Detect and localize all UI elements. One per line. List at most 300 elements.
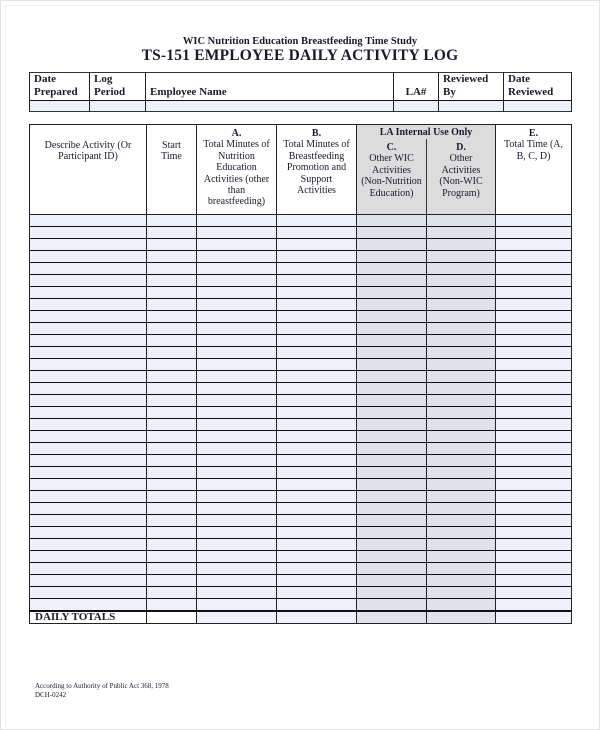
log-row (30, 407, 572, 419)
total-c-field[interactable] (357, 611, 427, 624)
minutes-d-field[interactable] (427, 395, 496, 407)
reviewed-by-field[interactable] (439, 101, 504, 112)
minutes-a-field[interactable] (197, 347, 277, 359)
log-row (30, 455, 572, 467)
total-e-field[interactable] (496, 587, 572, 599)
start-time-field[interactable] (147, 515, 197, 527)
minutes-b-field[interactable] (277, 227, 357, 239)
column-c-header: C. Other WIC Activities (Non-Nutrition Education) (357, 139, 427, 215)
minutes-d-field[interactable] (427, 539, 496, 551)
total-e-field[interactable] (496, 323, 572, 335)
start-time-field[interactable] (147, 311, 197, 323)
total-e-field[interactable] (496, 263, 572, 275)
minutes-c-field[interactable] (357, 431, 427, 443)
activity-field[interactable] (30, 503, 147, 515)
activity-field[interactable] (30, 371, 147, 383)
log-row (30, 527, 572, 539)
minutes-c-field[interactable] (357, 503, 427, 515)
minutes-a-field[interactable] (197, 263, 277, 275)
minutes-b-field[interactable] (277, 539, 357, 551)
total-e-field[interactable] (496, 239, 572, 251)
start-time-field[interactable] (147, 575, 197, 587)
activity-field[interactable] (30, 239, 147, 251)
log-row (30, 419, 572, 431)
log-row (30, 395, 572, 407)
footer (35, 682, 169, 699)
activity-field[interactable] (30, 527, 147, 539)
minutes-d-field[interactable] (427, 251, 496, 263)
log-row (30, 431, 572, 443)
minutes-b-field[interactable] (277, 335, 357, 347)
total-e-field[interactable] (496, 551, 572, 563)
start-time-field[interactable] (147, 383, 197, 395)
start-time-field[interactable] (147, 287, 197, 299)
minutes-b-field[interactable] (277, 527, 357, 539)
log-row (30, 371, 572, 383)
total-e-field[interactable] (496, 371, 572, 383)
start-time-field[interactable] (147, 395, 197, 407)
minutes-c-field[interactable] (357, 527, 427, 539)
total-e-field[interactable] (496, 311, 572, 323)
minutes-a-field[interactable] (197, 299, 277, 311)
minutes-a-field[interactable] (197, 515, 277, 527)
minutes-b-field[interactable] (277, 503, 357, 515)
minutes-d-field[interactable] (427, 299, 496, 311)
column-b-header: B. Total Minutes of Breastfeeding Promotion and Support Activities (277, 125, 357, 215)
date-prepared-field[interactable] (30, 101, 90, 112)
info-input-row (30, 101, 572, 112)
activity-field[interactable] (30, 299, 147, 311)
log-row (30, 443, 572, 455)
activity-field[interactable] (30, 263, 147, 275)
minutes-b-field[interactable] (277, 491, 357, 503)
log-row (30, 299, 572, 311)
minutes-a-field[interactable] (197, 443, 277, 455)
minutes-a-field[interactable] (197, 215, 277, 227)
minutes-d-field[interactable] (427, 275, 496, 287)
minutes-b-field[interactable] (277, 479, 357, 491)
minutes-a-field[interactable] (197, 359, 277, 371)
log-row (30, 359, 572, 371)
start-time-field[interactable] (147, 479, 197, 491)
activity-field[interactable] (30, 587, 147, 599)
minutes-a-field[interactable] (197, 335, 277, 347)
minutes-d-field[interactable] (427, 431, 496, 443)
minutes-d-field[interactable] (427, 287, 496, 299)
minutes-d-field[interactable] (427, 491, 496, 503)
start-time-field[interactable] (147, 431, 197, 443)
start-time-field[interactable] (147, 323, 197, 335)
log-row (30, 575, 572, 587)
minutes-b-field[interactable] (277, 311, 357, 323)
minutes-b-field[interactable] (277, 455, 357, 467)
total-e-field[interactable] (496, 515, 572, 527)
minutes-b-field[interactable] (277, 599, 357, 612)
column-d-header: D. Other Activities (Non-WIC Program) (427, 139, 496, 215)
reviewed-by-header: Reviewed By (439, 73, 504, 101)
log-row (30, 251, 572, 263)
total-e-field[interactable] (496, 431, 572, 443)
minutes-c-field[interactable] (357, 251, 427, 263)
column-a-header: A. Total Minutes of Nutrition Education Activities (other than breastfeeding) (197, 125, 277, 215)
total-d-field[interactable] (427, 611, 496, 624)
start-time-field[interactable] (147, 419, 197, 431)
minutes-c-field[interactable] (357, 467, 427, 479)
total-e-field[interactable] (496, 479, 572, 491)
minutes-a-field[interactable] (197, 371, 277, 383)
minutes-d-field[interactable] (427, 503, 496, 515)
total-e-field[interactable] (496, 467, 572, 479)
start-time-field[interactable] (147, 371, 197, 383)
la-number-field[interactable] (394, 101, 439, 112)
minutes-d-field[interactable] (427, 311, 496, 323)
activity-field[interactable] (30, 335, 147, 347)
totals-start-time-cell (147, 611, 197, 624)
employee-info-table (29, 72, 572, 112)
log-period-header: Log Period (90, 73, 146, 101)
minutes-d-field[interactable] (427, 383, 496, 395)
minutes-c-field[interactable] (357, 227, 427, 239)
daily-totals-label: DAILY TOTALS (30, 611, 147, 624)
minutes-d-field[interactable] (427, 563, 496, 575)
minutes-a-field[interactable] (197, 467, 277, 479)
minutes-c-field[interactable] (357, 239, 427, 251)
start-time-field[interactable] (147, 455, 197, 467)
total-e-field[interactable] (496, 503, 572, 515)
start-time-field[interactable] (147, 587, 197, 599)
minutes-d-field[interactable] (427, 347, 496, 359)
start-time-field[interactable] (147, 467, 197, 479)
total-e-field[interactable] (496, 335, 572, 347)
minutes-c-field[interactable] (357, 491, 427, 503)
minutes-d-field[interactable] (427, 227, 496, 239)
employee-name-header: Employee Name (146, 73, 394, 101)
minutes-c-field[interactable] (357, 443, 427, 455)
total-e-field[interactable] (496, 575, 572, 587)
activity-field[interactable] (30, 275, 147, 287)
minutes-c-field[interactable] (357, 335, 427, 347)
total-a-field[interactable] (197, 611, 277, 624)
start-time-field[interactable] (147, 539, 197, 551)
start-time-field[interactable] (147, 491, 197, 503)
activity-field[interactable] (30, 515, 147, 527)
start-time-field[interactable] (147, 563, 197, 575)
minutes-a-field[interactable] (197, 407, 277, 419)
minutes-a-field[interactable] (197, 227, 277, 239)
total-b-field[interactable] (277, 611, 357, 624)
log-row (30, 263, 572, 275)
minutes-d-field[interactable] (427, 515, 496, 527)
start-time-field[interactable] (147, 215, 197, 227)
log-row (30, 587, 572, 599)
minutes-c-field[interactable] (357, 575, 427, 587)
minutes-d-field[interactable] (427, 599, 496, 612)
minutes-c-field[interactable] (357, 323, 427, 335)
minutes-b-field[interactable] (277, 563, 357, 575)
total-e-field[interactable] (496, 299, 572, 311)
start-time-field[interactable] (147, 599, 197, 612)
activity-field[interactable] (30, 323, 147, 335)
log-row (30, 467, 572, 479)
minutes-c-field[interactable] (357, 515, 427, 527)
activity-field[interactable] (30, 443, 147, 455)
log-header-row (30, 125, 572, 140)
activity-field[interactable] (30, 407, 147, 419)
daily-totals-row (30, 611, 572, 624)
start-time-field[interactable] (147, 275, 197, 287)
minutes-c-field[interactable] (357, 539, 427, 551)
minutes-c-field[interactable] (357, 299, 427, 311)
total-e-field[interactable] (496, 275, 572, 287)
minutes-c-field[interactable] (357, 407, 427, 419)
minutes-a-field[interactable] (197, 575, 277, 587)
minutes-a-field[interactable] (197, 491, 277, 503)
log-row (30, 539, 572, 551)
minutes-b-field[interactable] (277, 323, 357, 335)
start-time-field[interactable] (147, 251, 197, 263)
log-row (30, 491, 572, 503)
total-e-field[interactable] (496, 599, 572, 612)
minutes-c-field[interactable] (357, 275, 427, 287)
start-time-field[interactable] (147, 359, 197, 371)
total-e-field[interactable] (496, 539, 572, 551)
total-e-field[interactable] (496, 359, 572, 371)
minutes-a-field[interactable] (197, 419, 277, 431)
minutes-a-field[interactable] (197, 431, 277, 443)
log-row (30, 551, 572, 563)
minutes-b-field[interactable] (277, 251, 357, 263)
minutes-c-field[interactable] (357, 551, 427, 563)
minutes-a-field[interactable] (197, 503, 277, 515)
minutes-d-field[interactable] (427, 359, 496, 371)
minutes-a-field[interactable] (197, 563, 277, 575)
info-header-row (30, 73, 572, 101)
total-e-field[interactable] (496, 251, 572, 263)
minutes-d-field[interactable] (427, 407, 496, 419)
minutes-b-field[interactable] (277, 443, 357, 455)
total-e-field[interactable] (496, 215, 572, 227)
activity-field[interactable] (30, 311, 147, 323)
activity-field[interactable] (30, 563, 147, 575)
activity-field[interactable] (30, 539, 147, 551)
minutes-b-field[interactable] (277, 347, 357, 359)
form-subtitle: WIC Nutrition Education Breastfeeding Time Study (182, 36, 418, 47)
minutes-c-field[interactable] (357, 383, 427, 395)
total-e-field[interactable] (496, 395, 572, 407)
minutes-a-field[interactable] (197, 539, 277, 551)
date-reviewed-field[interactable] (504, 101, 572, 112)
minutes-d-field[interactable] (427, 443, 496, 455)
total-e-field[interactable] (496, 347, 572, 359)
minutes-a-field[interactable] (197, 287, 277, 299)
activity-field[interactable] (30, 599, 147, 612)
minutes-a-field[interactable] (197, 251, 277, 263)
total-e-field[interactable] (496, 287, 572, 299)
minutes-c-field[interactable] (357, 455, 427, 467)
total-e-field[interactable] (496, 491, 572, 503)
minutes-d-field[interactable] (427, 479, 496, 491)
total-e-field[interactable] (496, 527, 572, 539)
minutes-c-field[interactable] (357, 599, 427, 612)
minutes-c-field[interactable] (357, 395, 427, 407)
activity-field[interactable] (30, 287, 147, 299)
activity-field[interactable] (30, 395, 147, 407)
log-row (30, 347, 572, 359)
start-time-field[interactable] (147, 239, 197, 251)
activity-field[interactable] (30, 359, 147, 371)
log-row (30, 323, 572, 335)
minutes-b-field[interactable] (277, 263, 357, 275)
log-row (30, 599, 572, 612)
activity-field[interactable] (30, 227, 147, 239)
minutes-b-field[interactable] (277, 359, 357, 371)
minutes-b-field[interactable] (277, 551, 357, 563)
employee-name-field[interactable] (146, 101, 394, 112)
minutes-b-field[interactable] (277, 575, 357, 587)
minutes-b-field[interactable] (277, 395, 357, 407)
minutes-c-field[interactable] (357, 263, 427, 275)
minutes-c-field[interactable] (357, 479, 427, 491)
start-time-header: Start Time (147, 125, 197, 215)
minutes-d-field[interactable] (427, 455, 496, 467)
activity-field[interactable] (30, 479, 147, 491)
activity-field[interactable] (30, 575, 147, 587)
minutes-b-field[interactable] (277, 431, 357, 443)
start-time-field[interactable] (147, 443, 197, 455)
total-e-field[interactable] (496, 563, 572, 575)
minutes-a-field[interactable] (197, 599, 277, 612)
minutes-b-field[interactable] (277, 467, 357, 479)
total-e-field[interactable] (496, 443, 572, 455)
minutes-a-field[interactable] (197, 395, 277, 407)
minutes-a-field[interactable] (197, 275, 277, 287)
log-period-field[interactable] (90, 101, 146, 112)
start-time-field[interactable] (147, 551, 197, 563)
minutes-d-field[interactable] (427, 527, 496, 539)
minutes-d-field[interactable] (427, 215, 496, 227)
minutes-c-field[interactable] (357, 287, 427, 299)
form-title: TS-151 EMPLOYEE DAILY ACTIVITY LOG (141, 47, 459, 64)
minutes-b-field[interactable] (277, 215, 357, 227)
log-row (30, 479, 572, 491)
minutes-b-field[interactable] (277, 287, 357, 299)
minutes-b-field[interactable] (277, 587, 357, 599)
start-time-field[interactable] (147, 299, 197, 311)
log-row (30, 383, 572, 395)
log-row (30, 275, 572, 287)
date-reviewed-header: Date Reviewed (504, 73, 572, 101)
minutes-a-field[interactable] (197, 479, 277, 491)
minutes-b-field[interactable] (277, 407, 357, 419)
minutes-c-field[interactable] (357, 215, 427, 227)
minutes-b-field[interactable] (277, 515, 357, 527)
log-row (30, 311, 572, 323)
start-time-field[interactable] (147, 335, 197, 347)
minutes-c-field[interactable] (357, 563, 427, 575)
total-e-field[interactable] (496, 227, 572, 239)
la-number-header: LA# (394, 73, 439, 101)
log-body (30, 215, 572, 612)
log-row (30, 227, 572, 239)
minutes-d-field[interactable] (427, 323, 496, 335)
start-time-field[interactable] (147, 347, 197, 359)
authority-text: According to Authority of Public Act 368, 1978 (35, 682, 169, 690)
activity-field[interactable] (30, 383, 147, 395)
minutes-a-field[interactable] (197, 527, 277, 539)
start-time-field[interactable] (147, 407, 197, 419)
minutes-c-field[interactable] (357, 371, 427, 383)
total-e-field[interactable] (496, 407, 572, 419)
activity-field[interactable] (30, 467, 147, 479)
activity-field[interactable] (30, 551, 147, 563)
start-time-field[interactable] (147, 503, 197, 515)
minutes-a-field[interactable] (197, 455, 277, 467)
la-internal-use-header: LA Internal Use Only (357, 125, 496, 140)
activity-field[interactable] (30, 347, 147, 359)
total-e-field[interactable] (496, 455, 572, 467)
describe-activity-header: Describe Activity (Or Participant ID) (30, 125, 147, 215)
minutes-a-field[interactable] (197, 551, 277, 563)
minutes-b-field[interactable] (277, 239, 357, 251)
activity-field[interactable] (30, 491, 147, 503)
activity-field[interactable] (30, 251, 147, 263)
minutes-c-field[interactable] (357, 311, 427, 323)
minutes-b-field[interactable] (277, 299, 357, 311)
start-time-field[interactable] (147, 527, 197, 539)
activity-field[interactable] (30, 431, 147, 443)
activity-field[interactable] (30, 455, 147, 467)
start-time-field[interactable] (147, 263, 197, 275)
minutes-b-field[interactable] (277, 419, 357, 431)
minutes-a-field[interactable] (197, 323, 277, 335)
minutes-d-field[interactable] (427, 239, 496, 251)
log-row (30, 239, 572, 251)
log-row (30, 503, 572, 515)
total-e-field[interactable] (496, 611, 572, 624)
minutes-a-field[interactable] (197, 311, 277, 323)
minutes-b-field[interactable] (277, 275, 357, 287)
minutes-d-field[interactable] (427, 587, 496, 599)
minutes-d-field[interactable] (427, 371, 496, 383)
minutes-a-field[interactable] (197, 587, 277, 599)
log-row (30, 515, 572, 527)
log-row (30, 335, 572, 347)
minutes-c-field[interactable] (357, 347, 427, 359)
activity-field[interactable] (30, 215, 147, 227)
minutes-d-field[interactable] (427, 335, 496, 347)
total-e-field[interactable] (496, 383, 572, 395)
minutes-b-field[interactable] (277, 371, 357, 383)
minutes-d-field[interactable] (427, 575, 496, 587)
minutes-a-field[interactable] (197, 383, 277, 395)
minutes-d-field[interactable] (427, 467, 496, 479)
date-prepared-header: Date Prepared (30, 73, 90, 101)
minutes-d-field[interactable] (427, 551, 496, 563)
minutes-d-field[interactable] (427, 263, 496, 275)
log-row (30, 563, 572, 575)
activity-field[interactable] (30, 419, 147, 431)
minutes-d-field[interactable] (427, 419, 496, 431)
start-time-field[interactable] (147, 227, 197, 239)
log-row (30, 215, 572, 227)
minutes-c-field[interactable] (357, 359, 427, 371)
log-row (30, 287, 572, 299)
minutes-c-field[interactable] (357, 419, 427, 431)
minutes-c-field[interactable] (357, 587, 427, 599)
total-e-field[interactable] (496, 419, 572, 431)
minutes-b-field[interactable] (277, 383, 357, 395)
minutes-a-field[interactable] (197, 239, 277, 251)
